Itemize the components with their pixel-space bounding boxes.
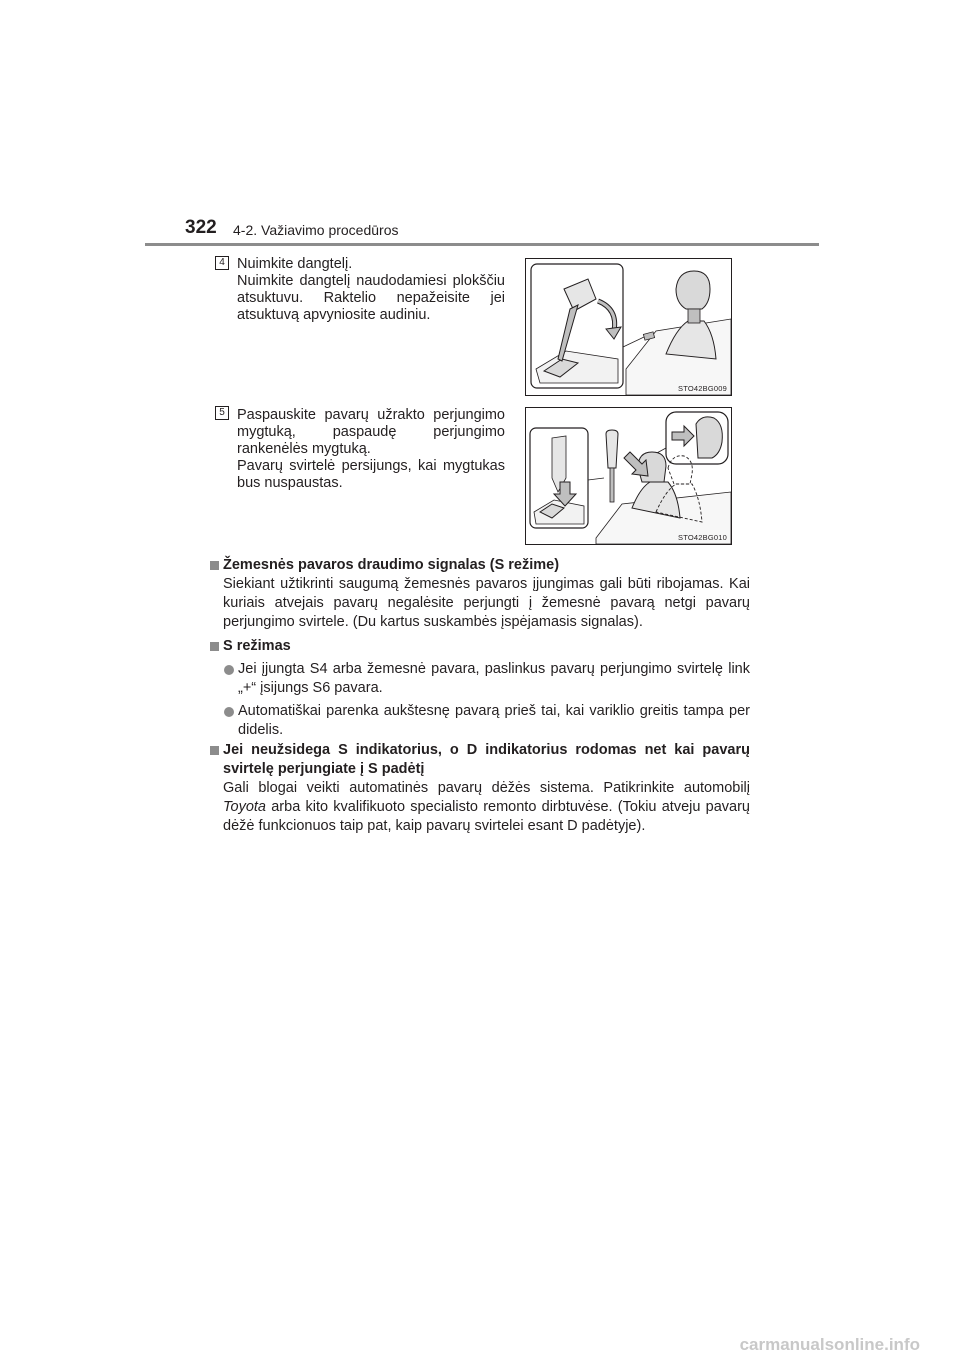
step-5-marker: 5 (215, 406, 229, 420)
figure-remove-cover (525, 258, 732, 396)
figure-code: STO42BG009 (678, 384, 727, 393)
note-downshift-heading: Žemesnės pavaros draudimo signalas (S režime) (210, 556, 750, 575)
remove-cover-illustration (526, 259, 731, 395)
header-divider (145, 243, 819, 246)
list-item: Automatiškai parenka aukštesnę pavarą prieš tai, kai variklio greitis tampa per didelis. (210, 702, 750, 740)
step-5-detail: Pavarų svirtelė persijungs, kai mygtukas bus nuspaustas. (237, 458, 505, 491)
step-4-text (237, 256, 505, 324)
round-bullet-icon (224, 707, 234, 717)
step-4-detail: Nuimkite dangtelį naudodamiesi plokščiu atsuktuvu. Raktelio nepažeisite jei atsuktuvą apvyniosite audiniu. (237, 273, 505, 323)
brand-name: Toyota (223, 799, 266, 815)
note-indicator (210, 741, 750, 836)
square-bullet-icon (210, 642, 219, 651)
note-s-mode (210, 637, 750, 740)
square-bullet-icon (210, 561, 219, 570)
figure-shift-lock-release (525, 407, 732, 545)
section-title: 4-2. Važiavimo procedūros (233, 222, 399, 238)
round-bullet-icon (224, 665, 234, 675)
note-downshift-body: Siekiant užtikrinti saugumą žemesnės pavaros įjungimas gali būti ribojamas. Kai kuriais atvejais pavarų negalėsite perjungti į žemesnė pavarą netgi pavarų perjungimo svirtele. (Du kartus suskambės įspėjamasis signalas). (223, 576, 750, 630)
square-bullet-icon (210, 746, 219, 755)
shift-lock-illustration (526, 408, 731, 544)
step-5-title: Paspauskite pavarų užrakto perjungimo mygtuką, paspaudę perjungimo rankenėlės mygtuką. (237, 407, 505, 457)
note-indicator-body: Gali blogai veikti automatinės pavarų dėžės sistema. Patikrinkite automobilį Toyota arba kito kvalifikuoto specialisto remonto dirbtuvėse. (Tokiu atveju pavarų dėžė funkcionuos taip pat, kaip pavarų svirtelei esant D padėtyje). (223, 780, 750, 834)
step-4-marker: 4 (215, 256, 229, 270)
note-downshift (210, 556, 750, 632)
step-4-title: Nuimkite dangtelį. (237, 256, 353, 272)
watermark: carmanualsonline.info (739, 1335, 920, 1354)
note-s-mode-heading: S režimas (210, 637, 750, 656)
figure-code: STO42BG010 (678, 533, 727, 542)
page-number: 322 (185, 217, 217, 238)
step-5-text (237, 407, 505, 492)
list-item: Jei įjungta S4 arba žemesnė pavara, paslinkus pavarų perjungimo svirtelę link „+“ įsijungs S6 pavara. (210, 660, 750, 698)
note-indicator-heading: Jei neužsidega S indikatorius, o D indikatorius rodomas net kai pavarų svirtelę perjungiate į S padėtį (210, 741, 750, 779)
